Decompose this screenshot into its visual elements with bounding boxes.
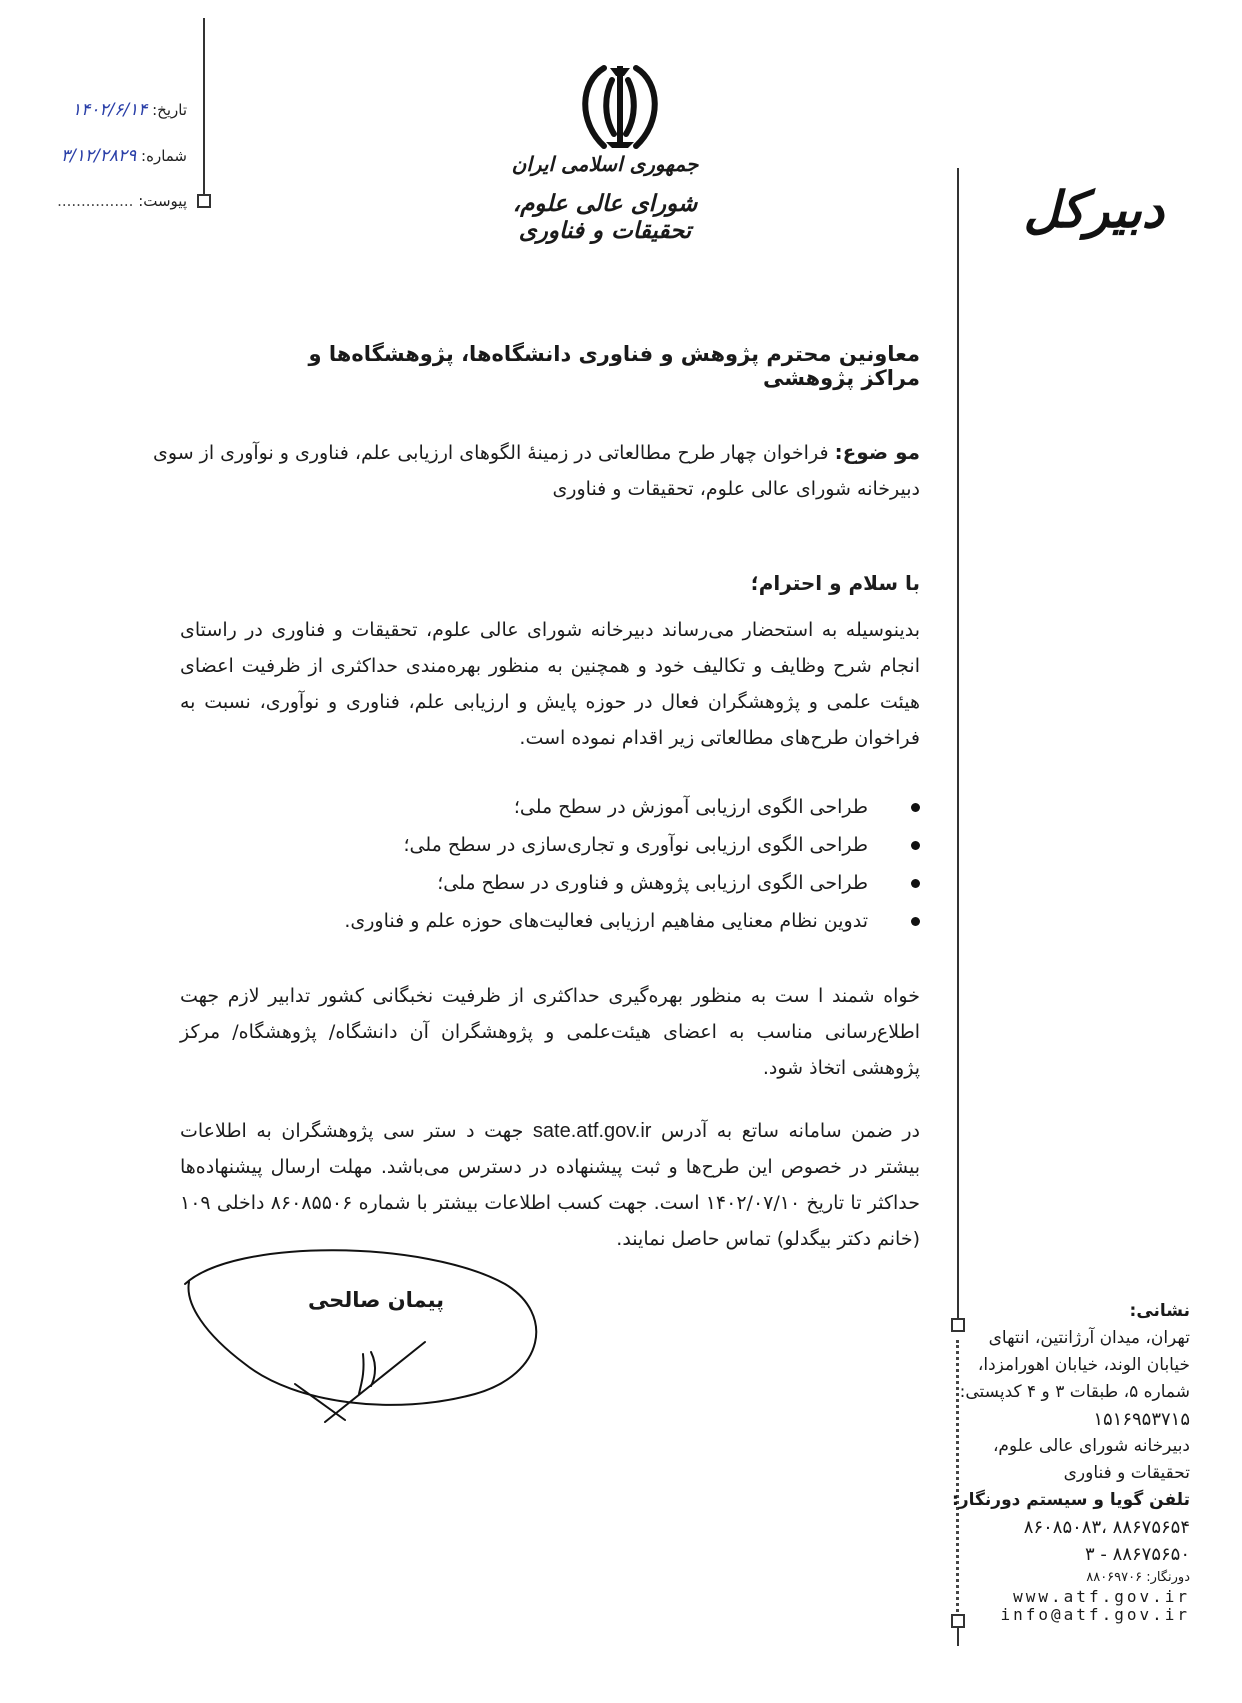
list-item-text: طراحی الگوی ارزیابی آموزش در سطح ملی؛ bbox=[513, 796, 868, 818]
org-line: تحقیقات و فناوری bbox=[1063, 1463, 1190, 1483]
website-link[interactable]: www.atf.gov.ir bbox=[1013, 1587, 1190, 1606]
recipient-line: معاونین محترم پژوهش و فناوری دانشگاه‌ها، پژوهشگاه‌ها و مراکز پژوهشی bbox=[308, 342, 920, 390]
iran-emblem-logo bbox=[574, 62, 666, 150]
list-item bbox=[180, 826, 920, 864]
date-line bbox=[72, 100, 187, 120]
right-rule-tail bbox=[957, 1626, 959, 1646]
handwritten-signature bbox=[175, 1244, 551, 1434]
phone-numbers-2: ۸۸۶۷۵۶۵۰ - ۳ bbox=[1085, 1544, 1190, 1565]
list-item bbox=[180, 902, 920, 940]
sate-website-link[interactable]: sate.atf.gov.ir bbox=[532, 1120, 652, 1142]
study-topics-list bbox=[180, 788, 920, 940]
attachment-dots: ................ bbox=[57, 192, 134, 210]
subject-paragraph bbox=[140, 434, 920, 507]
greeting: با سلام و احترام؛ bbox=[750, 571, 920, 595]
left-rule-end-box bbox=[197, 194, 211, 208]
signer-name: پیمان صالحی bbox=[307, 1288, 445, 1312]
address-title: نشانی: bbox=[1129, 1301, 1190, 1321]
attachment-label: پیوست: bbox=[138, 192, 187, 210]
council-name: شورای عالی علوم، تحقیقات و فناوری bbox=[512, 190, 698, 244]
org-line: دبیرخانه شورای عالی علوم، bbox=[992, 1436, 1190, 1456]
address-line: خیابان الوند، خیابان اهورامزدا، bbox=[977, 1355, 1190, 1375]
left-margin-rule bbox=[203, 18, 205, 196]
country-name: جمهوری اسلامی ایران bbox=[511, 152, 699, 176]
address-line: شماره ۵، طبقات ۳ و ۴ کدپستی: bbox=[959, 1382, 1190, 1402]
bullet-icon bbox=[911, 803, 920, 812]
subject-label: مو ضوع: bbox=[834, 440, 920, 464]
phone-title: تلفن گویا و سیستم دورنگار: bbox=[952, 1490, 1190, 1510]
body-paragraph-2: خواه شمند ا ست به منظور بهره‌گیری حداکثری از ظرفیت نخبگانی کشور تدابیر لازم جهت اطلاع‌رسانی مناسب به اعضای هیئت‌علمی و پژوهشگران آن دانشگاه/ پژوهشگاه/ مرکز پژوهشی اتخاذ شود. bbox=[180, 985, 920, 1079]
list-item-text: تدوین نظام معنایی مفاهیم ارزیابی فعالیت‌های حوزه علم و فناوری. bbox=[344, 910, 868, 932]
list-item bbox=[180, 864, 920, 902]
body-paragraph-3 bbox=[180, 1113, 920, 1257]
date-label: تاریخ: bbox=[152, 101, 187, 119]
address-line: تهران، میدان آرژانتین، انتهای bbox=[988, 1328, 1190, 1348]
para3-rest: جهت د ستر سی پژوهشگران به اطلاعات بیشتر در خصوص این طرح‌ها و ثبت پیشنهاده در دسترس می‌باشد. مهلت ارسال پیشنهاده‌ها حداکثر تا تاریخ ۱۴۰۲/۰۷/۱۰ است. جهت کسب اطلاعات بیشتر با شماره ۸۶۰۸۵۵۰۶ داخلی ۱۰۹ (خانم دکتر بیگدلو) تماس حاصل نمایند. bbox=[180, 1120, 920, 1250]
address-block bbox=[930, 1298, 1190, 1624]
right-margin-rule bbox=[957, 168, 959, 1318]
number-value: ۳/۱۲/۲۸۲۹ bbox=[60, 146, 137, 166]
subject-text: فراخوان چهار طرح مطالعاتی در زمینهٔ الگوهای ارزیابی علم، فناوری و نوآوری از سوی دبیرخانه شورای عالی علوم، تحقیقات و فناوری bbox=[153, 442, 920, 500]
phone-numbers-1: ۸۸۶۷۵۶۵۴ ،۸۶۰۸۵۰۸۳ bbox=[1023, 1517, 1190, 1538]
number-label: شماره: bbox=[141, 147, 187, 165]
fax-number: دورنگار: ۸۸۰۶۹۷۰۶ bbox=[1086, 1570, 1190, 1585]
bullet-icon bbox=[911, 917, 920, 926]
body-paragraph-1: بدینوسیله به استحضار می‌رساند دبیرخانه شورای عالی علوم، تحقیقات و فناوری در راستای انجام شرح وظایف و تکالیف خود و همچنین به منظور بهره‌مندی حداکثری از ظرفیت اعضای هیئت علمی و پژوهشگران فعال در حوزه پایش و ارزیابی علم، فناوری و نوآوری، نسبت به فراخوان طرح‌های مطالعاتی زیر اقدام نموده است. bbox=[180, 619, 920, 749]
attachment-line bbox=[57, 192, 187, 210]
email-link[interactable]: info@atf.gov.ir bbox=[1000, 1605, 1190, 1624]
postal-code: ۱۵۱۶۹۵۳۷۱۵ bbox=[1093, 1409, 1190, 1430]
number-line bbox=[61, 146, 187, 166]
secretary-general-mark: دبیرکل bbox=[1023, 180, 1164, 239]
list-item-text: طراحی الگوی ارزیابی نوآوری و تجاری‌سازی در سطح ملی؛ bbox=[403, 834, 868, 856]
list-item bbox=[180, 788, 920, 826]
para3-start: در ضمن سامانه ساتع به آدرس bbox=[661, 1120, 920, 1142]
list-item-text: طراحی الگوی ارزیابی پژوهش و فناوری در سطح ملی؛ bbox=[437, 872, 868, 894]
date-value: ۱۴۰۲/۶/۱۴ bbox=[71, 100, 148, 120]
bullet-icon bbox=[911, 879, 920, 888]
bullet-icon bbox=[911, 841, 920, 850]
